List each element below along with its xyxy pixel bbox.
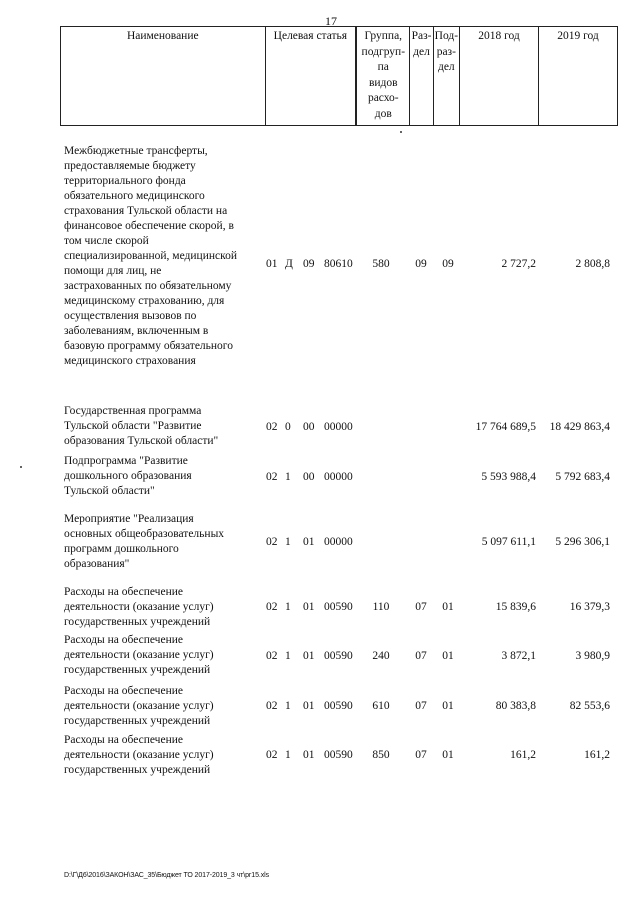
code-direction: 00000 — [324, 471, 353, 483]
code-subprogram: 1 — [285, 471, 291, 483]
code-direction: 00590 — [324, 749, 353, 761]
section: 09 — [415, 258, 427, 270]
amount-2019: 5 792 683,4 — [555, 471, 610, 483]
row-name: Расходы на обеспечение деятельности (оказание услуг) государственных учреждений — [64, 634, 214, 676]
amount-2018: 5 593 988,4 — [481, 471, 536, 483]
header-year-2019: 2019 год — [538, 27, 617, 126]
amount-2018: 80 383,8 — [495, 700, 536, 712]
row-name: Мероприятие "Реализация основных общеобразовательных программ дошкольного образования" — [64, 513, 225, 570]
header-section: Раз- дел — [410, 27, 433, 126]
scan-dot — [400, 131, 402, 133]
section: 07 — [415, 601, 427, 613]
code-program: 02 — [266, 421, 278, 433]
amount-2018: 15 839,6 — [495, 601, 536, 613]
row-name: Межбюджетные трансферты, предоставляемые бюджету территориального фонда обязательного медицинского страхования Тульской области на финансовое обеспечение скорой, в том числе скорой специализированной, медицинской помощи для лиц, не застрахованных по обязательному медицинскому страхованию, для осуществления вызовов по заболеваниям, включенным в базовую программу обязательного медицинского страхования — [64, 145, 238, 367]
header-subsection: Под- раз- дел — [433, 27, 459, 126]
amount-2018: 17 764 689,5 — [475, 421, 536, 433]
row-name: Расходы на обеспечение деятельности (оказание услуг) государственных учреждений — [64, 685, 214, 727]
row-name: Подпрограмма "Развитие дошкольного образования Тульской области" — [64, 455, 192, 497]
code-subprogram: 1 — [285, 536, 291, 548]
header-group: Группа, подгруп- па видов расхо- дов — [356, 27, 410, 126]
code-event: 01 — [303, 700, 315, 712]
table-header — [60, 26, 618, 126]
expense-group: 110 — [372, 601, 390, 613]
row-name: Расходы на обеспечение деятельности (оказание услуг) государственных учреждений — [64, 734, 214, 776]
code-subprogram: Д — [285, 258, 293, 270]
code-direction: 00590 — [324, 700, 353, 712]
scan-dot — [20, 466, 22, 468]
expense-group: 580 — [372, 258, 390, 270]
code-program: 02 — [266, 700, 278, 712]
header-year-2018: 2018 год — [459, 27, 538, 126]
subsection: 09 — [442, 258, 454, 270]
code-event: 01 — [303, 601, 315, 613]
code-direction: 00590 — [324, 601, 353, 613]
code-event: 09 — [303, 258, 315, 270]
code-direction: 80610 — [324, 258, 353, 270]
code-program: 01 — [266, 258, 278, 270]
code-program: 02 — [266, 749, 278, 761]
row-name: Государственная программа Тульской области "Развитие образования Тульской области" — [64, 405, 219, 447]
subsection: 01 — [442, 749, 454, 761]
header-target: Целевая статья — [265, 27, 356, 126]
code-program: 02 — [266, 601, 278, 613]
amount-2018: 3 872,1 — [501, 650, 536, 662]
amount-2018: 2 727,2 — [501, 258, 536, 270]
amount-2018: 5 097 611,1 — [481, 536, 536, 548]
code-program: 02 — [266, 471, 278, 483]
code-program: 02 — [266, 650, 278, 662]
amount-2019: 16 379,3 — [569, 601, 610, 613]
file-path-footer: D:\Г\Д6\2016\ЗАКОН\ЗАС_35\Бюджет ТО 2017-2019_3 чт\рг15.xls — [64, 872, 269, 879]
row-name: Расходы на обеспечение деятельности (оказание услуг) государственных учреждений — [64, 586, 214, 628]
amount-2019: 3 980,9 — [575, 650, 610, 662]
code-event: 00 — [303, 471, 315, 483]
section: 07 — [415, 650, 427, 662]
amount-2019: 161,2 — [584, 749, 610, 761]
code-event: 01 — [303, 536, 315, 548]
code-subprogram: 1 — [285, 700, 291, 712]
amount-2019: 5 296 306,1 — [555, 536, 610, 548]
amount-2019: 18 429 863,4 — [549, 421, 610, 433]
code-direction: 00000 — [324, 421, 353, 433]
subsection: 01 — [442, 650, 454, 662]
expense-group: 850 — [372, 749, 390, 761]
expense-group: 240 — [372, 650, 390, 662]
code-event: 00 — [303, 421, 315, 433]
subsection: 01 — [442, 700, 454, 712]
code-direction: 00590 — [324, 650, 353, 662]
header-name: Наименование — [61, 27, 266, 126]
code-subprogram: 1 — [285, 749, 291, 761]
code-event: 01 — [303, 749, 315, 761]
code-subprogram: 1 — [285, 650, 291, 662]
subsection: 01 — [442, 601, 454, 613]
section: 07 — [415, 700, 427, 712]
code-subprogram: 0 — [285, 421, 291, 433]
code-subprogram: 1 — [285, 601, 291, 613]
amount-2019: 82 553,6 — [569, 700, 610, 712]
page-number: 17 — [325, 14, 337, 28]
code-event: 01 — [303, 650, 315, 662]
code-direction: 00000 — [324, 536, 353, 548]
amount-2019: 2 808,8 — [575, 258, 610, 270]
section: 07 — [415, 749, 427, 761]
code-program: 02 — [266, 536, 278, 548]
amount-2018: 161,2 — [510, 749, 536, 761]
expense-group: 610 — [372, 700, 390, 712]
